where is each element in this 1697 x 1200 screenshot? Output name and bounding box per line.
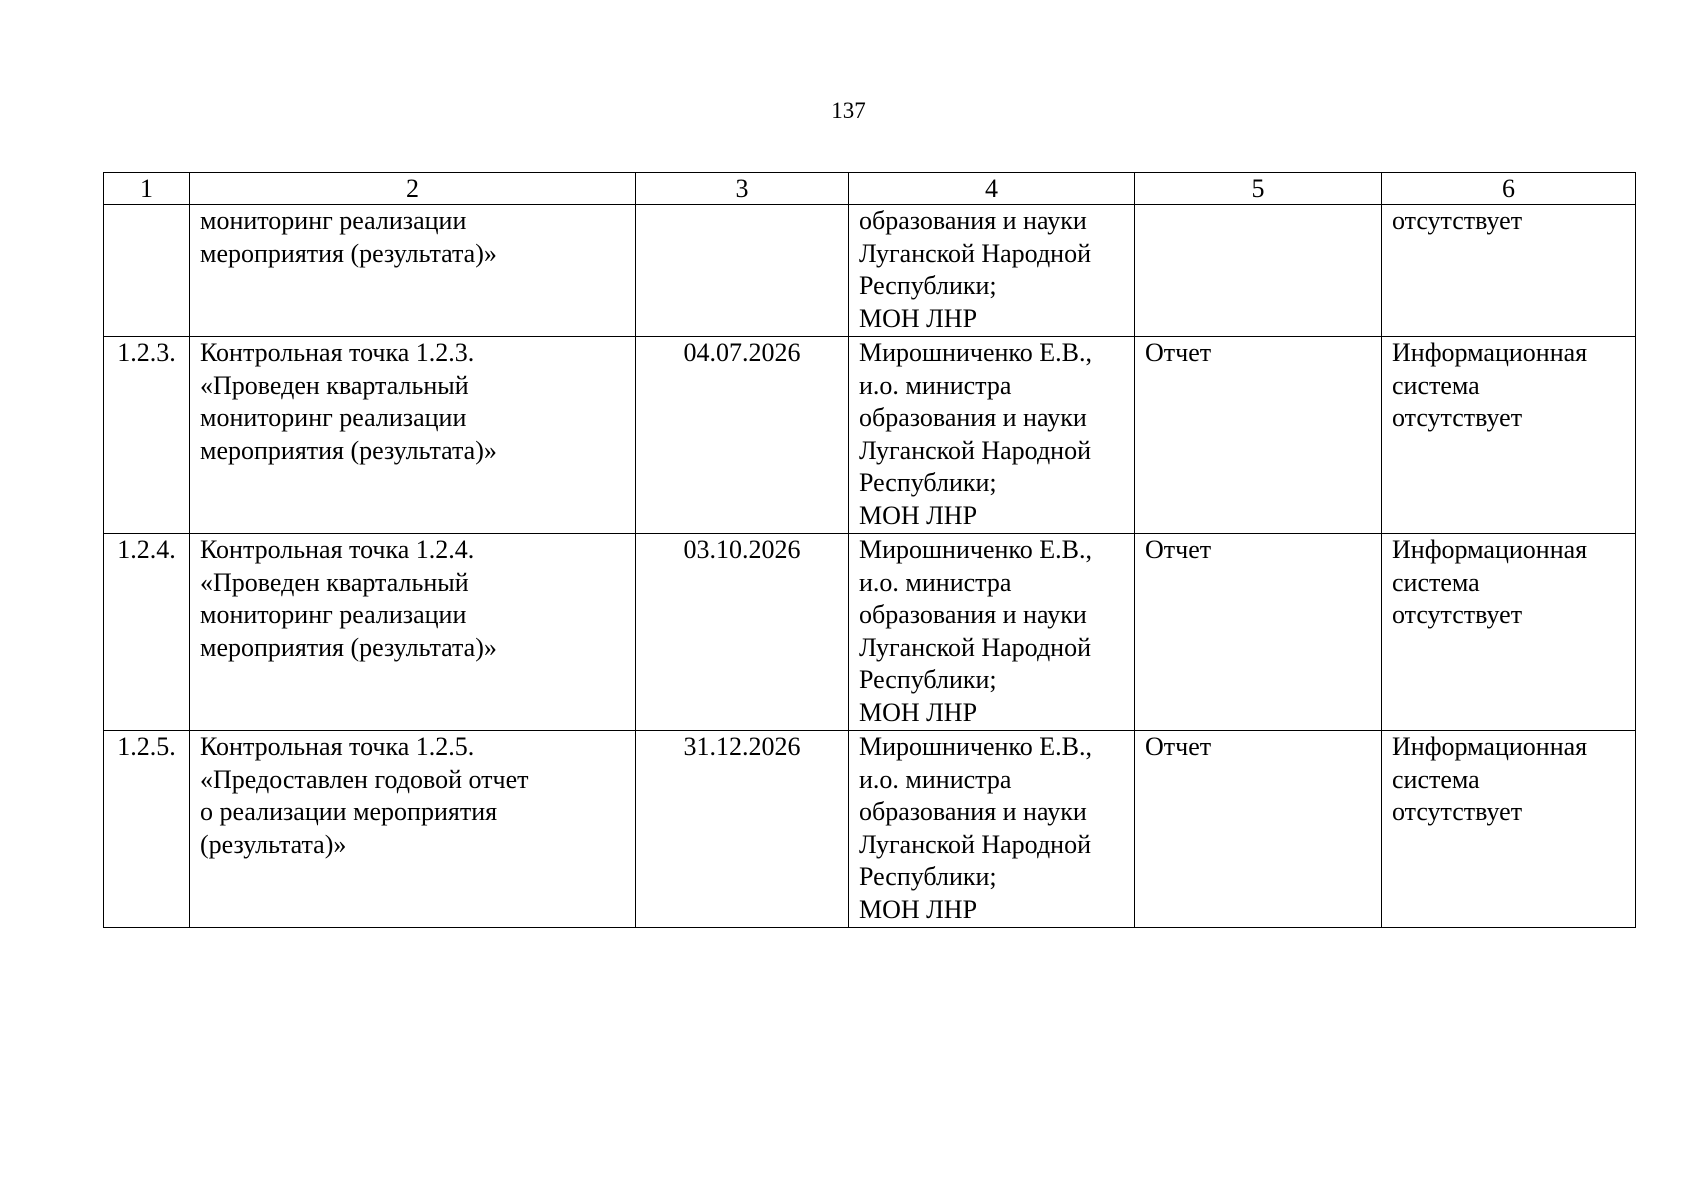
document-type-cell: Отчет bbox=[1135, 731, 1382, 928]
table-row bbox=[104, 534, 1636, 731]
responsible-cell: Мирошниченко Е.В., и.о. министра образования и науки Луганской Народной Республики; МОН ЛНР bbox=[849, 534, 1135, 731]
event-name-cell: Контрольная точка 1.2.4. «Проведен квартальный мониторинг реализации мероприятия (результата)» bbox=[190, 534, 636, 731]
column-header-4: 4 bbox=[849, 173, 1135, 205]
row-number-cell bbox=[104, 205, 190, 337]
row-number-cell: 1.2.4. bbox=[104, 534, 190, 731]
column-header-3: 3 bbox=[636, 173, 849, 205]
date-cell bbox=[636, 205, 849, 337]
control-points-table bbox=[103, 172, 1636, 928]
event-name-cell: мониторинг реализации мероприятия (результата)» bbox=[190, 205, 636, 337]
document-type-cell bbox=[1135, 205, 1382, 337]
information-system-cell: отсутствует bbox=[1382, 205, 1636, 337]
date-cell: 31.12.2026 bbox=[636, 731, 849, 928]
responsible-cell: образования и науки Луганской Народной Республики; МОН ЛНР bbox=[849, 205, 1135, 337]
event-name-cell: Контрольная точка 1.2.5. «Предоставлен годовой отчет о реализации мероприятия (результата)» bbox=[190, 731, 636, 928]
table-row bbox=[104, 337, 1636, 534]
information-system-cell: Информационная система отсутствует bbox=[1382, 731, 1636, 928]
date-cell: 03.10.2026 bbox=[636, 534, 849, 731]
row-number-cell: 1.2.3. bbox=[104, 337, 190, 534]
date-cell: 04.07.2026 bbox=[636, 337, 849, 534]
information-system-cell: Информационная система отсутствует bbox=[1382, 534, 1636, 731]
column-header-6: 6 bbox=[1382, 173, 1636, 205]
responsible-cell: Мирошниченко Е.В., и.о. министра образования и науки Луганской Народной Республики; МОН ЛНР bbox=[849, 731, 1135, 928]
table-row bbox=[104, 731, 1636, 928]
column-header-2: 2 bbox=[190, 173, 636, 205]
page-number: 137 bbox=[831, 98, 866, 123]
responsible-cell: Мирошниченко Е.В., и.о. министра образования и науки Луганской Народной Республики; МОН ЛНР bbox=[849, 337, 1135, 534]
column-header-1: 1 bbox=[104, 173, 190, 205]
row-number-cell: 1.2.5. bbox=[104, 731, 190, 928]
document-type-cell: Отчет bbox=[1135, 337, 1382, 534]
table-header-row bbox=[104, 173, 1636, 205]
document-type-cell: Отчет bbox=[1135, 534, 1382, 731]
event-name-cell: Контрольная точка 1.2.3. «Проведен квартальный мониторинг реализации мероприятия (результата)» bbox=[190, 337, 636, 534]
column-header-5: 5 bbox=[1135, 173, 1382, 205]
information-system-cell: Информационная система отсутствует bbox=[1382, 337, 1636, 534]
table-row bbox=[104, 205, 1636, 337]
